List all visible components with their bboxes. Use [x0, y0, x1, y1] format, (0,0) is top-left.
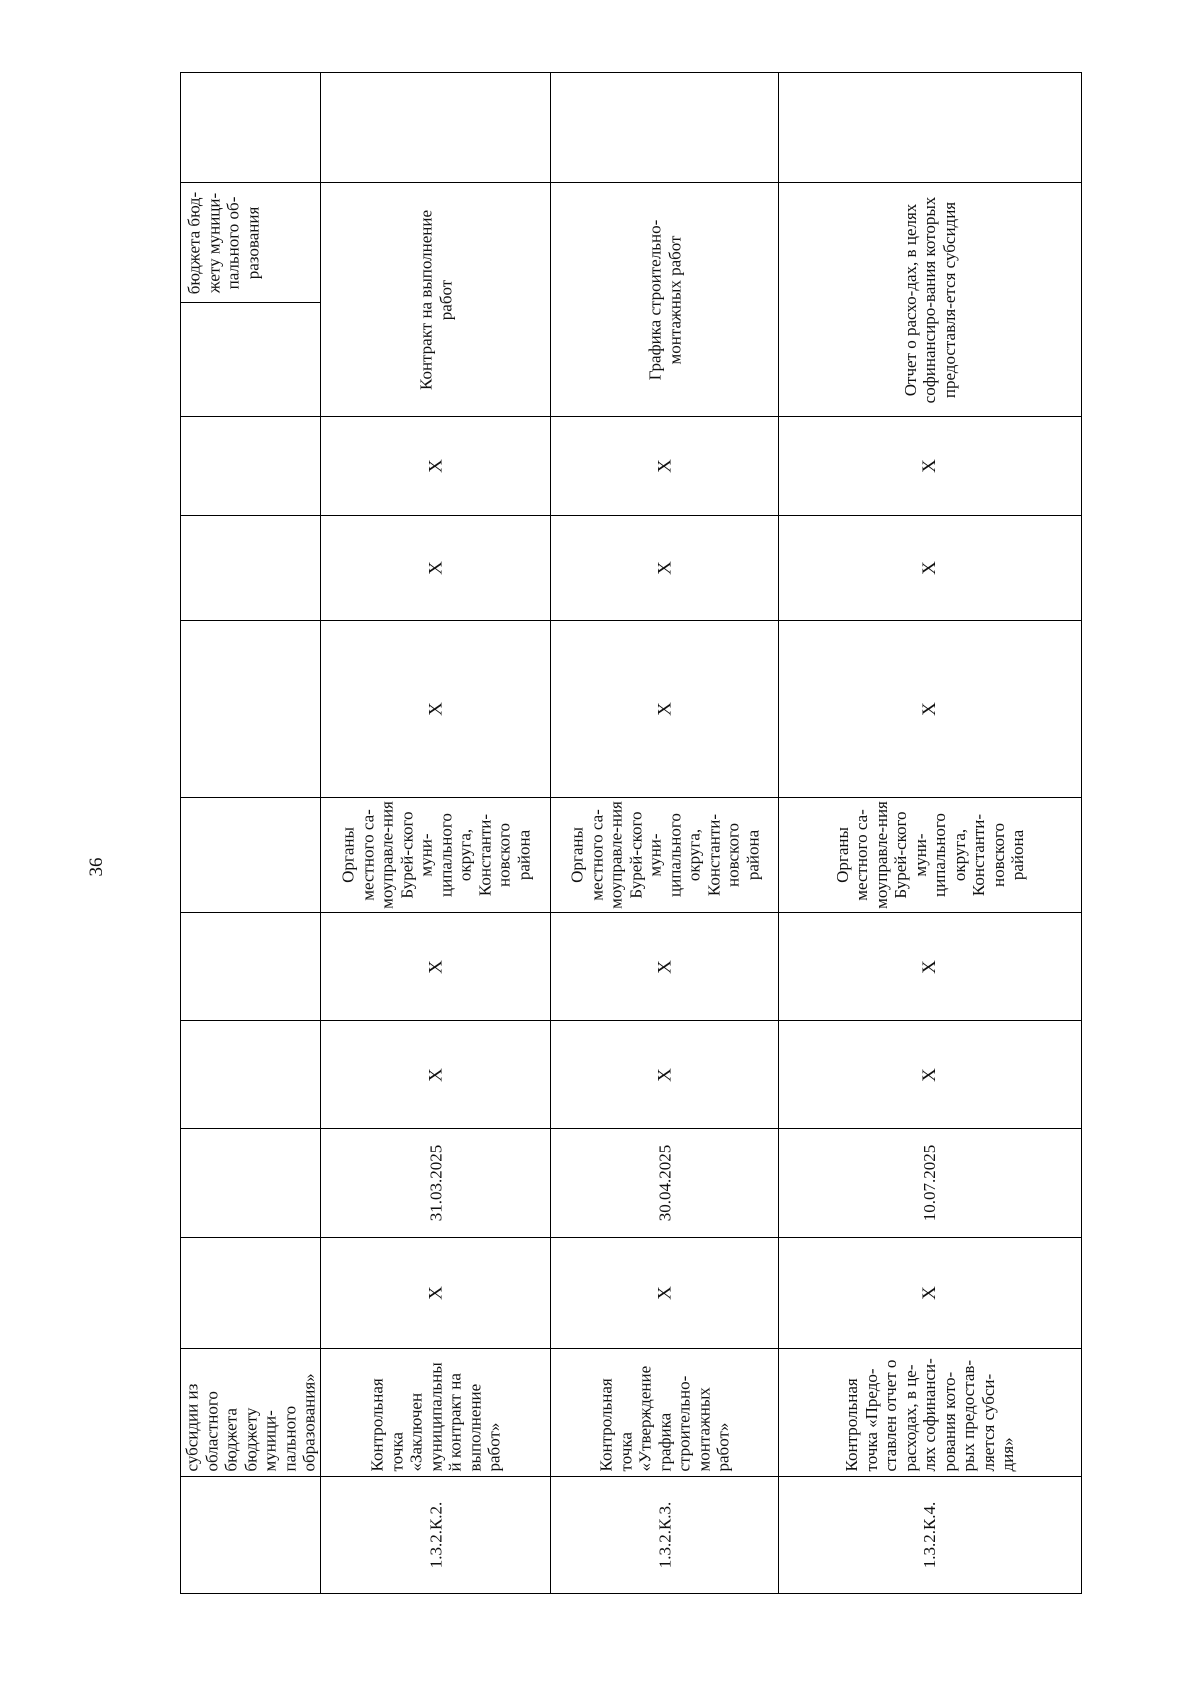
table-cell-document: [778, 182, 1082, 417]
row-code: 1.3.2.К.3.: [654, 1501, 674, 1569]
mark-x: X: [424, 459, 446, 473]
table-cell-mark: [550, 515, 779, 621]
row-date: 30.04.2025: [654, 1144, 674, 1222]
mark-x: X: [919, 1067, 941, 1082]
table-cell-responsible: [320, 797, 551, 913]
table-cell-mark: [778, 416, 1082, 516]
mark-x: X: [424, 702, 446, 716]
table-cell-name: [320, 1348, 551, 1477]
mark-x: X: [653, 1286, 675, 1300]
mark-x: X: [424, 959, 446, 974]
table-cell-document: [320, 182, 551, 417]
table-cell-document: [550, 182, 779, 417]
doc-cont-text: бюджета бюд-жету муници-пального об-разования: [184, 191, 262, 294]
table-cell-mark: [778, 1020, 1082, 1129]
row-code: 1.3.2.К.2.: [425, 1501, 445, 1569]
table-cell-mark: [320, 1020, 551, 1129]
table-cell-responsible: [550, 797, 779, 913]
row-date: 31.03.2025: [425, 1144, 445, 1222]
table-cell-date: [550, 1128, 779, 1238]
table-cell-mark: [778, 912, 1082, 1021]
row-name: Контрольная точка «Заключен муниципальны й контракт на выполнение работ»: [367, 1361, 504, 1471]
table-cell-date: [320, 1128, 551, 1238]
row-document: Контракт на выполнение работ: [416, 209, 455, 390]
mark-x: X: [919, 702, 941, 716]
table-cell-name-cont: [180, 1348, 321, 1477]
mark-x: X: [653, 459, 675, 473]
row-document: Графика строительно-монтажных работ: [645, 219, 684, 380]
table-cell-empty: [180, 1237, 321, 1349]
table-cell-doc-cont: [180, 182, 321, 303]
table-cell-mark: [778, 515, 1082, 621]
mark-x: X: [653, 959, 675, 974]
table-cell-empty: [778, 72, 1082, 183]
table-cell-mark: [778, 620, 1082, 798]
table-cell-mark: [320, 515, 551, 621]
table-cell-empty: [180, 302, 321, 417]
table-cell-mark: [320, 416, 551, 516]
table-cell-mark: [550, 1237, 779, 1349]
table-cell-empty: [180, 416, 321, 516]
mark-x: X: [919, 959, 941, 974]
table-cell-empty: [180, 797, 321, 913]
row-responsible: Органы местного са-моуправле-ния Бурей-ского муни-ципального округа, Константи-новского района: [567, 801, 762, 909]
table-cell-empty: [320, 72, 551, 183]
table-cell-code: [320, 1476, 551, 1594]
mark-x: X: [919, 561, 941, 575]
table-cell-mark: [550, 416, 779, 516]
table-cell-mark: [550, 1020, 779, 1129]
table-cell-code: [550, 1476, 779, 1594]
table-cell-responsible: [778, 797, 1082, 913]
table-cell-mark: [320, 912, 551, 1021]
table-cell-empty: [180, 515, 321, 621]
table-cell-mark: [550, 620, 779, 798]
table-cell-empty: [180, 1020, 321, 1129]
row-responsible: Органы местного са-моуправле-ния Бурей-ского муни-ципального округа, Константи-новского района: [338, 801, 533, 909]
mark-x: X: [653, 1067, 675, 1082]
table-cell-date: [778, 1128, 1082, 1238]
mark-x: X: [424, 1286, 446, 1300]
mark-x: X: [653, 561, 675, 575]
row-name: Контрольная точка «Предо-ставлен отчет о расходах, в це-лях софинанси-рования кото-рых предостав-ляется субси-дия»: [842, 1357, 1018, 1471]
document-table: [180, 72, 1082, 1594]
table-cell-code: [778, 1476, 1082, 1594]
table-cell-code-cont: [180, 1476, 321, 1594]
table-cell-mark: [320, 1237, 551, 1349]
mark-x: X: [424, 561, 446, 575]
table-cell-mark: [778, 1237, 1082, 1349]
row-code: 1.3.2.К.4.: [920, 1501, 940, 1569]
row-name: Контрольная точка «Утверждение графика строительно-монтажных работ»: [596, 1365, 733, 1471]
table-cell-mark: [320, 620, 551, 798]
table-cell-empty: [550, 72, 779, 183]
name-cont-text: субсидии из областного бюджета бюджету муници-пального образования»: [182, 1372, 319, 1471]
table-cell-mark: [550, 912, 779, 1021]
table-cell-name: [550, 1348, 779, 1477]
row-responsible: Органы местного са-моуправле-ния Бурей-ского муни-ципального округа, Константи-новского района: [832, 801, 1027, 909]
table-cell-empty: [180, 620, 321, 798]
mark-x: X: [424, 1067, 446, 1082]
table-cell-empty: [180, 72, 321, 183]
table-cell-empty: [180, 912, 321, 1021]
mark-x: X: [919, 1286, 941, 1300]
mark-x: X: [653, 702, 675, 716]
mark-x: X: [919, 459, 941, 473]
page-number: 36: [86, 857, 107, 877]
table-cell-empty: [180, 1128, 321, 1238]
row-date: 10.07.2025: [920, 1144, 940, 1222]
table-cell-name: [778, 1348, 1082, 1477]
row-document: Отчет о расхо-дах, в целях софинансиро-вания которых предоставля-ется субсидия: [900, 196, 959, 403]
